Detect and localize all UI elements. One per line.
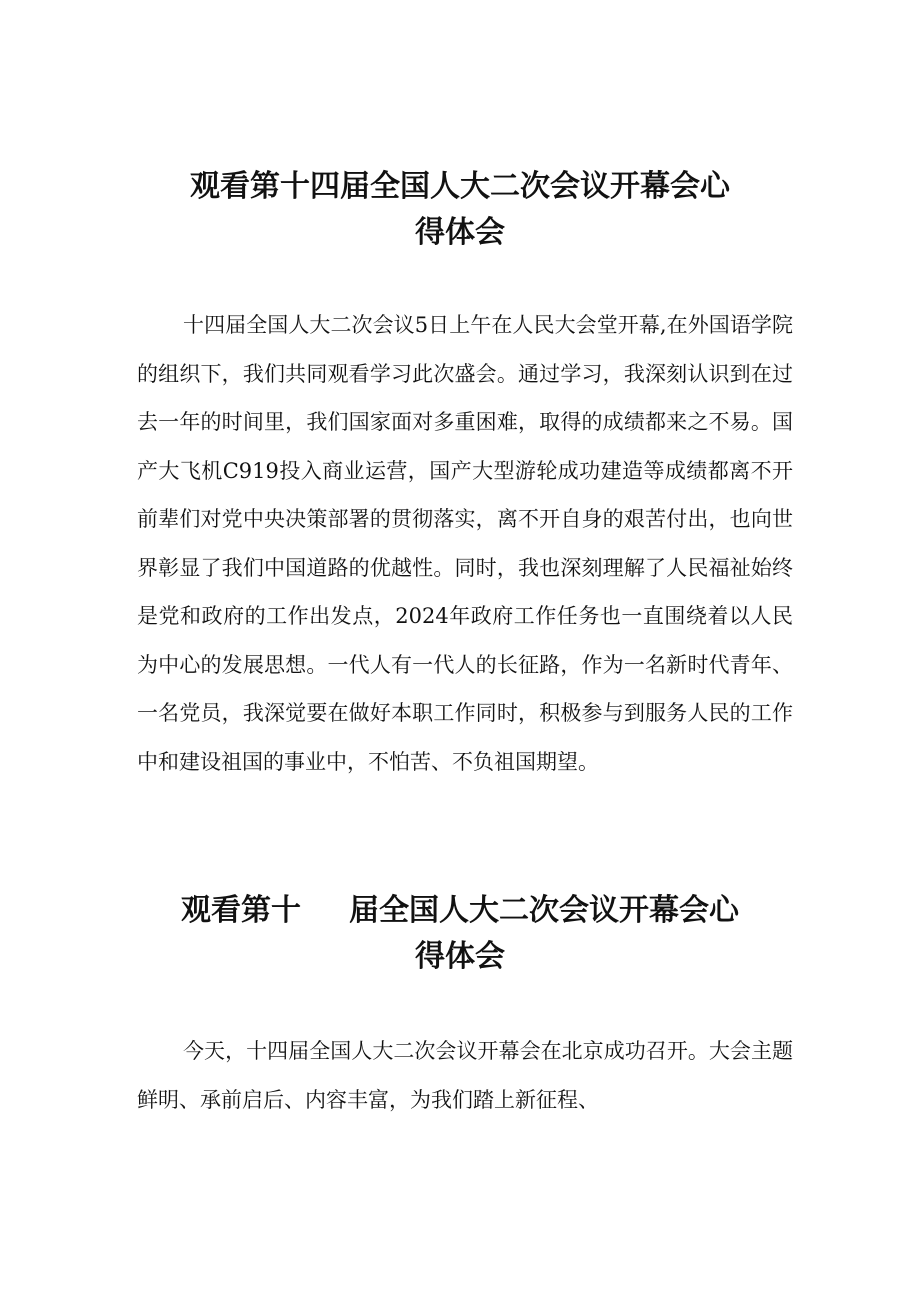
article-title-1-line-2: 得体会 — [415, 215, 505, 250]
article-title-2-line-1-part-2: 届全国人大二次会议开幕会心 — [349, 893, 739, 928]
article-title-2-line-2: 得体会 — [415, 939, 505, 974]
article-title-1 — [0, 164, 920, 256]
article-body-1: 十四届全国人大二次会议5日上午在人民大会堂开幕,在外国语学院的组织下，我们共同观看学习此次盛会。通过学习，我深刻认识到在过去一年的时间里，我们国家面对多重困难，取得的成绩都来之不易。国产大飞机C919投入商业运营，国产大型游轮成功建造等成绩都离不开前辈们对党中央决策部署的贯彻落实，离不开自身的艰苦付出，也向世界彰显了我们中国道路的优越性。同时，我也深刻理解了人民福祉始终是党和政府的工作出发点，2024年政府工作任务也一直围绕着以人民为中心的发展思想。一代人有一代人的长征路，作为一名新时代青年、一名党员，我深觉要在做好本职工作同时，积极参与到服务人民的工作中和建设祖国的事业中，不怕苦、不负祖国期望。 — [137, 313, 793, 774]
article-body-2: 今天，十四届全国人大二次会议开幕会在北京成功召开。大会主题鲜明、承前启后、内容丰富，为我们踏上新征程、 — [137, 1039, 793, 1112]
article-title-2 — [0, 888, 920, 980]
article-title-1-line-1: 观看第十四届全国人大二次会议开幕会心 — [190, 169, 730, 204]
article-title-2-line-1-part-1: 观看第十 — [181, 893, 301, 928]
article-title-2-line-1 — [0, 888, 920, 934]
